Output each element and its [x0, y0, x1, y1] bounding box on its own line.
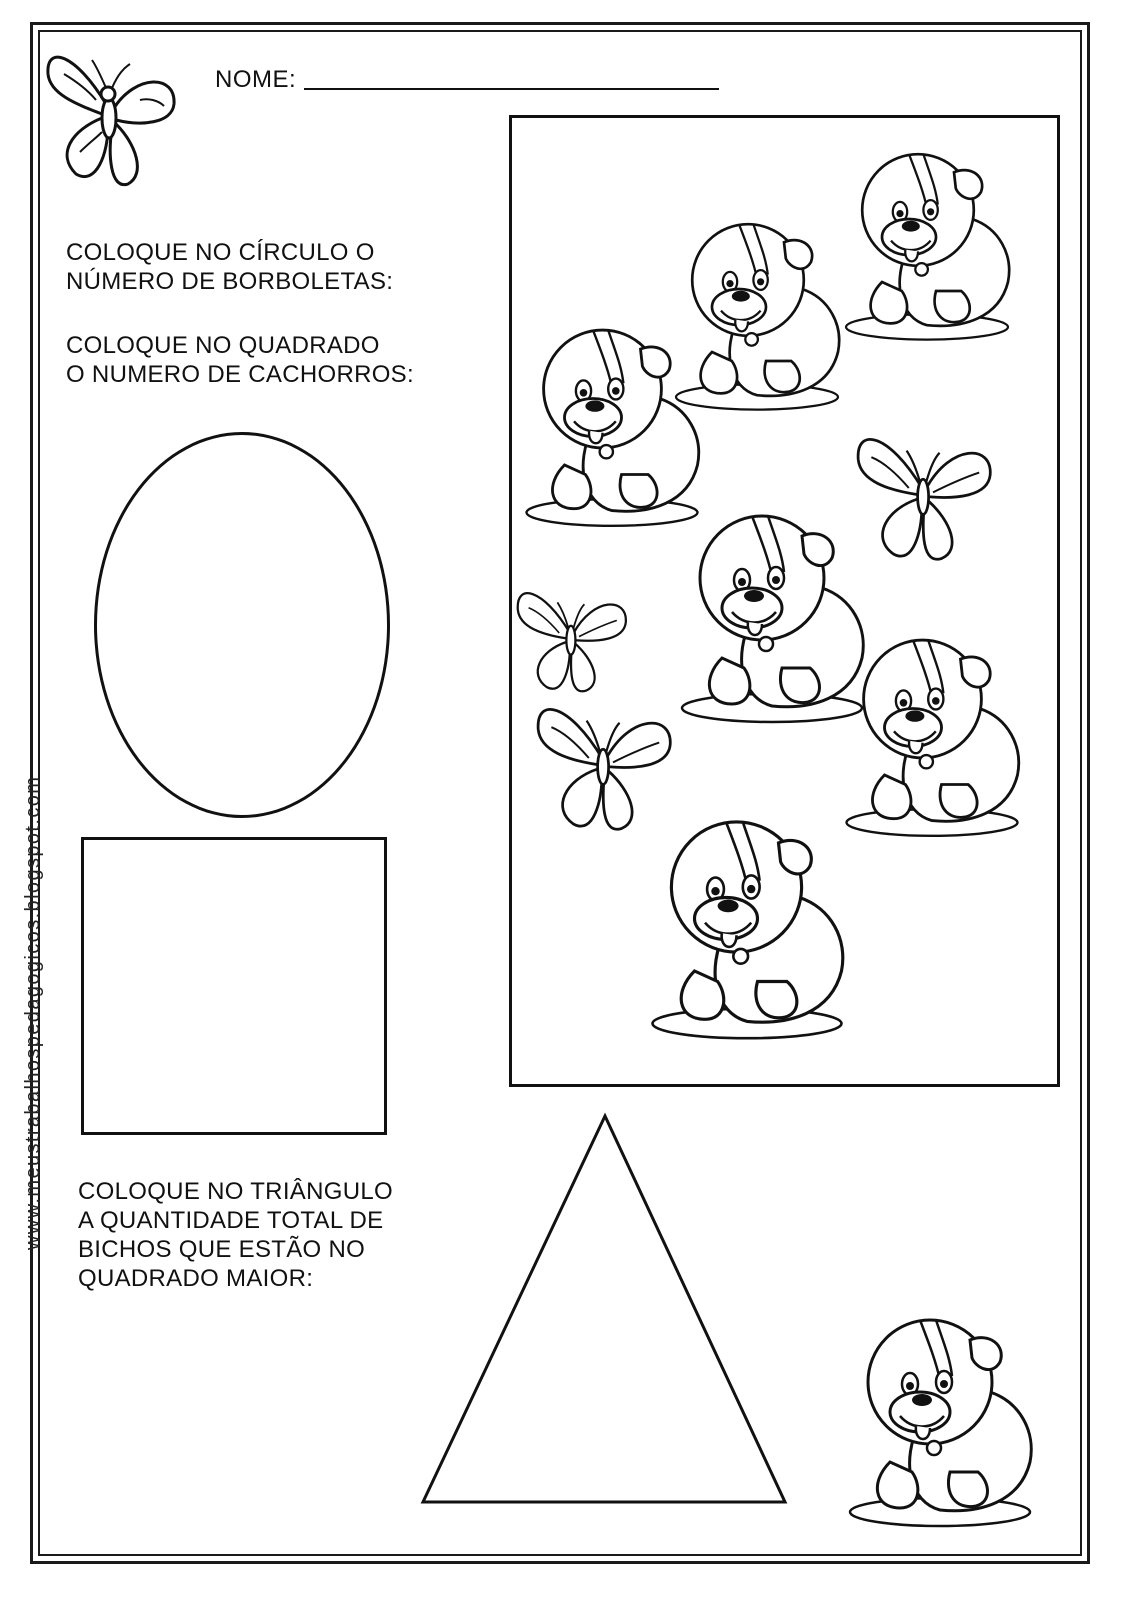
instruction-total: COLOQUE NO TRIÂNGULO A QUANTIDADE TOTAL DE BICHOS QUE ESTÃO NO QUADRADO MAIOR: [78, 1178, 393, 1292]
name-row [215, 66, 719, 94]
animals-scene [512, 118, 1057, 1084]
animals-picture-box [509, 115, 1060, 1087]
puppy-icon [830, 1282, 1060, 1532]
answer-square[interactable] [81, 837, 387, 1135]
instruction-dogs: COLOQUE NO QUADRADO O NUMERO DE CACHORROS: [66, 332, 414, 388]
instruction-butterflies: COLOQUE NO CÍRCULO O NÚMERO DE BORBOLETAS: [66, 239, 394, 295]
answer-circle[interactable] [94, 432, 390, 818]
name-input-line[interactable] [304, 88, 719, 90]
name-label: NOME: [215, 66, 297, 93]
answer-triangle[interactable] [415, 1110, 795, 1510]
butterfly-icon [36, 34, 184, 194]
watermark-url: www.meustrabalhospedagogicos.blogspot.com [22, 775, 44, 1250]
